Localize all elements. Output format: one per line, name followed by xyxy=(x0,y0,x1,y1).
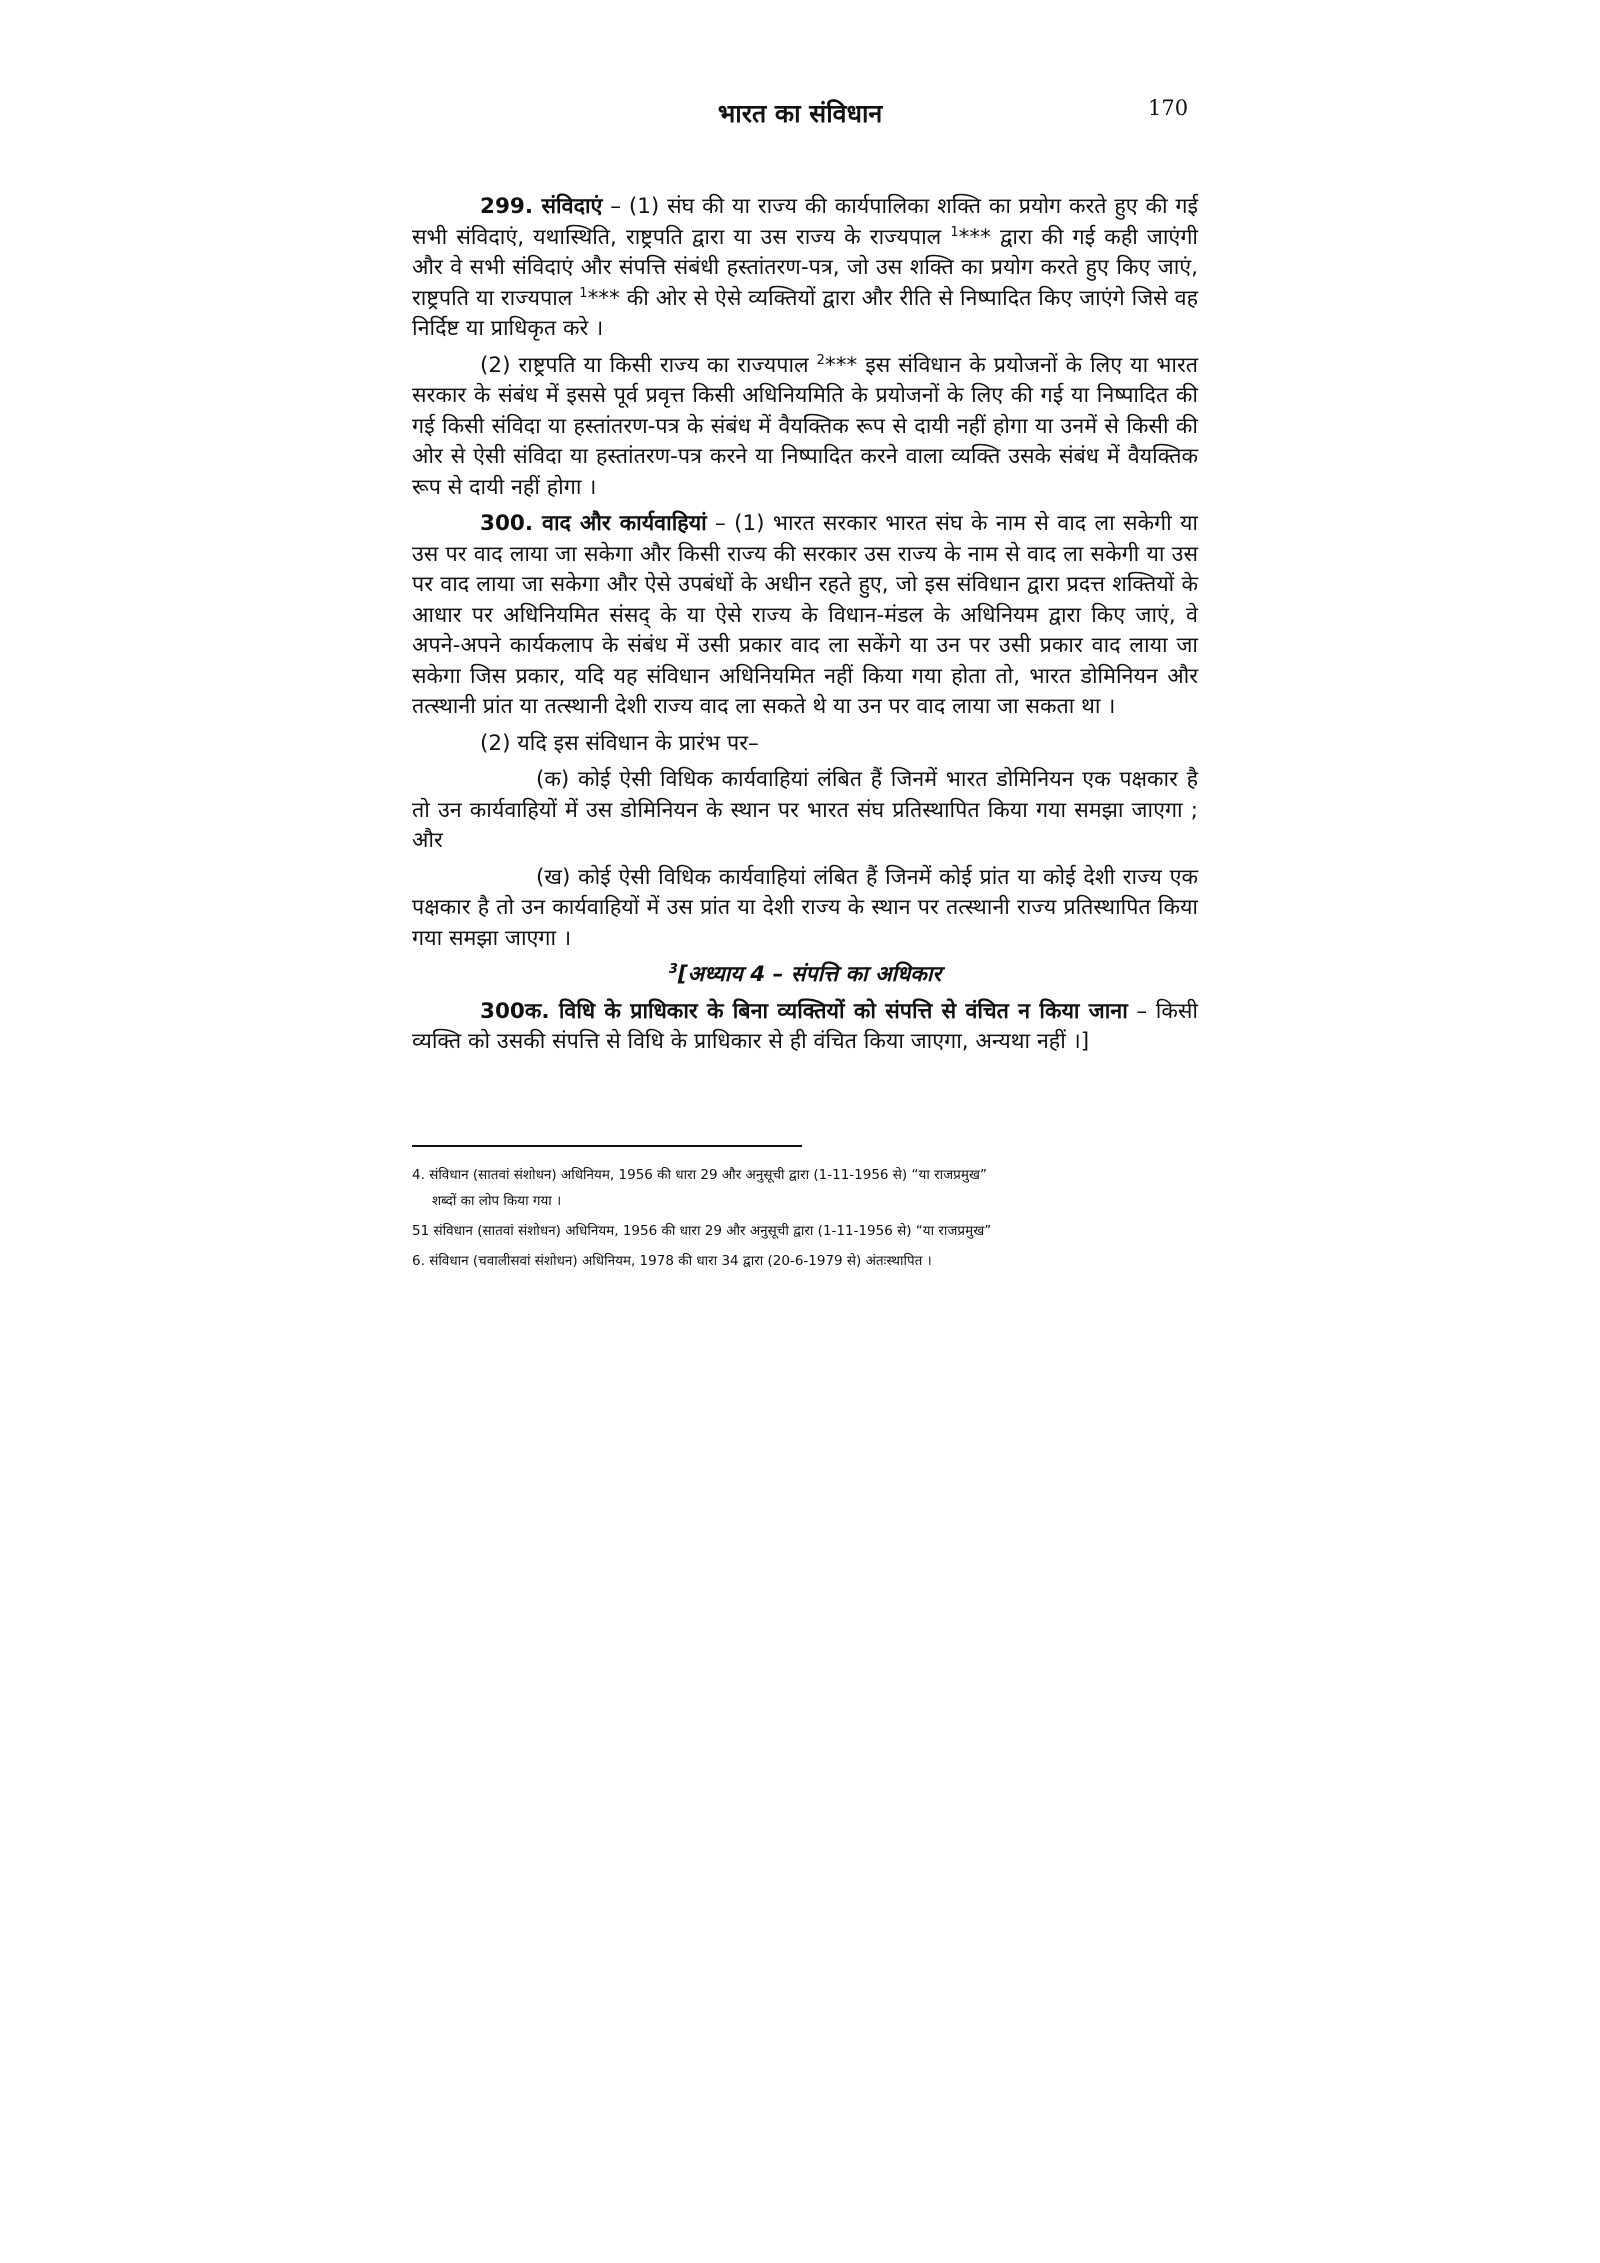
page-number: 170 xyxy=(1148,96,1189,120)
article-299-clause-1-text-2: *** द्वारा की गई कही जाएंगी और वे सभी संविदाएं और संपत्ति संबंधी हस्तांतरण-पत्र, जो उस शक्ति का प्रयोग करते हुए किए जाएं, राष्ट्रपति या राज्यपाल xyxy=(412,224,1198,311)
article-300-sub-ka: (क) कोई ऐसी विधिक कार्यवाहियां लंबित हैं जिनमें भारत डोमिनियन एक पक्षकार है तो उन कार्यवाहियों में उस डोमिनियन के स्थान पर भारत संघ प्रतिस्थापित किया गया समझा जाएगा ; और xyxy=(412,767,1198,853)
footnote-text: संविधान (सातवां संशोधन) अधिनियम, 1956 की धारा 29 और अनुसूची द्वारा (1-11-1956 से) “या राजप्रमुख” xyxy=(433,1223,992,1239)
article-299-clause-1-text-3: *** की ओर से ऐसे व्यक्तियों द्वारा और रीति से निष्पादित किए जाएंगे जिसे वह निर्दिष्ट या प्राधिकृत करे । xyxy=(412,285,1199,341)
footnote-ref: 1 xyxy=(579,285,588,301)
footnote-text: संविधान (सातवां संशोधन) अधिनियम, 1956 की धारा 29 और अनुसूची द्वारा (1-11-1956 से) “या राजप्रमुख” xyxy=(429,1167,987,1183)
article-299-clause-1-text: – (1) संघ की या राज्य की कार्यपालिका शक्ति का प्रयोग करते हुए की गई सभी संविदाएं, यथास्थिति, राष्ट्रपति द्वारा या उस राज्य के राज्यपाल xyxy=(412,194,1198,250)
article-300a-heading: 300क. विधि के प्राधिकार के बिना व्यक्तियों को संपत्ति से वंचित न किया जाना xyxy=(480,998,1128,1024)
footnote-marker: 6. xyxy=(412,1253,425,1269)
main-text xyxy=(412,192,1198,1064)
article-300a xyxy=(412,997,1198,1058)
footnotes xyxy=(412,1162,1198,1278)
footnote-ref: 2 xyxy=(816,352,825,368)
article-300a-text: – किसी व्यक्ति को उसकी संपत्ति से विधि के प्राधिकार से ही वंचित किया जाएगा, अन्यथा नहीं ।] xyxy=(412,998,1198,1054)
footnote-ref: 3 xyxy=(668,961,678,977)
article-299-clause-2-text: (2) राष्ट्रपति या किसी राज्य का राज्यपाल xyxy=(480,352,817,378)
footnote xyxy=(412,1162,1198,1214)
footnote-text: संविधान (चवालीसवां संशोधन) अधिनियम, 1978 की धारा 34 द्वारा (20-6-1979 से) अंतःस्थापित । xyxy=(429,1253,932,1269)
article-300-sub-kha: (ख) कोई ऐसी विधिक कार्यवाहियां लंबित हैं जिनमें कोई प्रांत या कोई देशी राज्य एक पक्षकार है तो उन कार्यवाहियों में उस प्रांत या देशी राज्य के स्थान पर तत्स्थानी राज्य प्रतिस्थापित किया गया समझा जाएगा । xyxy=(412,864,1198,951)
footnote xyxy=(412,1218,1198,1244)
article-300-clause-2-intro: (2) यदि इस संविधान के प्रारंभ पर– xyxy=(480,730,759,756)
footnote-ref: 1 xyxy=(950,224,959,240)
article-299-clause-1 xyxy=(412,192,1198,345)
article-300-clause-1 xyxy=(412,509,1198,723)
footnote xyxy=(412,1248,1198,1274)
article-300-clause-1-text: – (1) भारत सरकार भारत संघ के नाम से वाद ला सकेगी या उस पर वाद लाया जा सकेगा और किसी राज्य की सरकार उस राज्य के नाम से वाद ला सकेगी या उस पर वाद लाया जा सकेगा और ऐसे उपबंधों के अधीन रहते हुए, जो इस संविधान द्वारा प्रदत्त शक्तियों के आधार पर अधिनियमित संसद् के या ऐसे राज्य के विधान-मंडल के अधिनियम द्वारा किए जाएं, वे अपने-अपने कार्यकलाप के संबंध में उसी प्रकार वाद ला सकेंगे या उन पर उसी प्रकार वाद लाया जा सकेगा जिस प्रकार, यदि यह संविधान अधिनियमित नहीं किया गया होता तो, भारत डोमिनियन और तत्स्थानी प्रांत या तत्स्थानी देशी राज्य वाद ला सकते थे या उन पर वाद लाया जा सकता था । xyxy=(412,511,1199,719)
article-299-clause-2 xyxy=(412,351,1198,504)
chapter-title: [अध्याय 4 – संपत्ति का अधिकार xyxy=(677,962,942,987)
footnote-continuation: शब्दों का लोप किया गया । xyxy=(432,1193,562,1209)
article-300-heading: 300. वाद और कार्यवाहियां xyxy=(480,511,707,536)
footnote-divider xyxy=(412,1145,802,1147)
footnote-marker: 51 xyxy=(412,1223,430,1239)
page-title: भारत का संविधान xyxy=(717,99,883,128)
article-299-clause-2-text-2: *** इस संविधान के प्रयोजनों के लिए या भारत सरकार के संबंध में इससे पूर्व प्रवृत्त किसी अधिनियमिति के प्रयोजनों के लिए की गई या निष्पादित की गई किसी संविदा या हस्तांतरण-पत्र के संबंध में वैयक्तिक रूप से दायी नहीं होगा या उनमें से किसी की ओर से ऐसी संविदा या हस्तांतरण-पत्र करने या निष्पादित करने वाला व्यक्ति उसके संबंध में वैयक्तिक रूप से दायी नहीं होगा । xyxy=(412,352,1198,500)
article-299-heading: 299. संविदाएं xyxy=(480,194,603,219)
chapter-heading xyxy=(412,960,1198,991)
footnote-marker: 4. xyxy=(412,1167,425,1183)
